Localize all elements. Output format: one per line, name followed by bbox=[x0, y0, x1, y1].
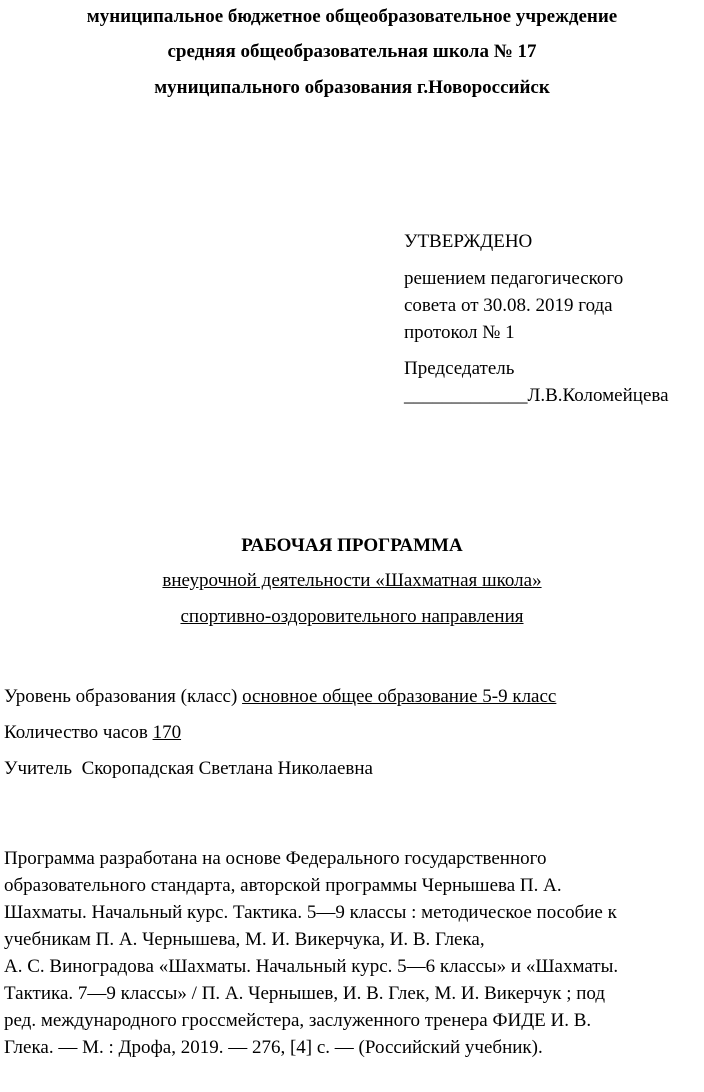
basis-line: Программа разработана на основе Федерального государственного bbox=[4, 848, 547, 869]
basis-line: учебникам П. А. Чернышева, М. И. Викерчука, И. В. Глека, bbox=[4, 929, 485, 950]
education-level-value: основное общее образование 5-9 класс bbox=[242, 686, 557, 707]
basis-line: ред. международного гроссмейстера, заслуженного тренера ФИДЕ И. В. bbox=[4, 1010, 592, 1031]
hours-count bbox=[4, 722, 181, 744]
approval-chair-label: Председатель bbox=[404, 358, 515, 379]
signature-blank: _____________ bbox=[404, 385, 528, 406]
school-name-line-1: муниципальное бюджетное общеобразовательное учреждение bbox=[86, 6, 618, 27]
education-level bbox=[4, 686, 556, 708]
basis-line: А. С. Виноградова «Шахматы. Начальный курс. 5—6 классы» и «Шахматы. bbox=[4, 956, 619, 977]
teacher bbox=[4, 758, 373, 780]
basis-line: Глека. — М. : Дрофа, 2019. — 276, [4] с. — (Российский учебник). bbox=[4, 1037, 543, 1058]
basis-line: образовательного стандарта, авторской программы Чернышева П. А. bbox=[4, 875, 562, 896]
program-direction-text: спортивно-оздоровительного направления bbox=[180, 606, 524, 627]
teacher-value: Скоропадская Светлана Николаевна bbox=[81, 758, 373, 779]
education-level-label: Уровень образования (класс) bbox=[4, 686, 243, 707]
approval-line-2: совета от 30.08. 2019 года bbox=[404, 295, 613, 316]
approval-signature bbox=[404, 382, 704, 409]
school-name-line-3: муниципального образования г.Новороссийск bbox=[154, 77, 550, 98]
approval-line-1: решением педагогического bbox=[404, 268, 624, 289]
program-activity-text: внеурочной деятельности «Шахматная школа» bbox=[162, 570, 542, 591]
approval-title: УТВЕРЖДЕНО bbox=[404, 231, 533, 252]
chair-name: Л.В.Коломейцева bbox=[527, 385, 669, 406]
approval-block bbox=[404, 228, 704, 409]
hours-count-value: 170 bbox=[152, 722, 182, 743]
basis-line: Шахматы. Начальный курс. Тактика. 5—9 классы : методическое пособие к bbox=[4, 902, 617, 923]
program-basis-paragraph bbox=[4, 845, 704, 1061]
teacher-label: Учитель bbox=[4, 758, 82, 779]
basis-line: Тактика. 7—9 классы» / П. А. Чернышев, И. В. Глек, М. И. Викерчук ; под bbox=[4, 983, 606, 1004]
program-title: РАБОЧАЯ ПРОГРАММА bbox=[241, 535, 463, 556]
approval-line-3: протокол № 1 bbox=[404, 322, 515, 343]
program-activity bbox=[0, 570, 704, 592]
school-name-line-2: средняя общеобразовательная школа № 17 bbox=[167, 41, 537, 62]
hours-count-label: Количество часов bbox=[4, 722, 153, 743]
program-direction bbox=[0, 606, 704, 628]
